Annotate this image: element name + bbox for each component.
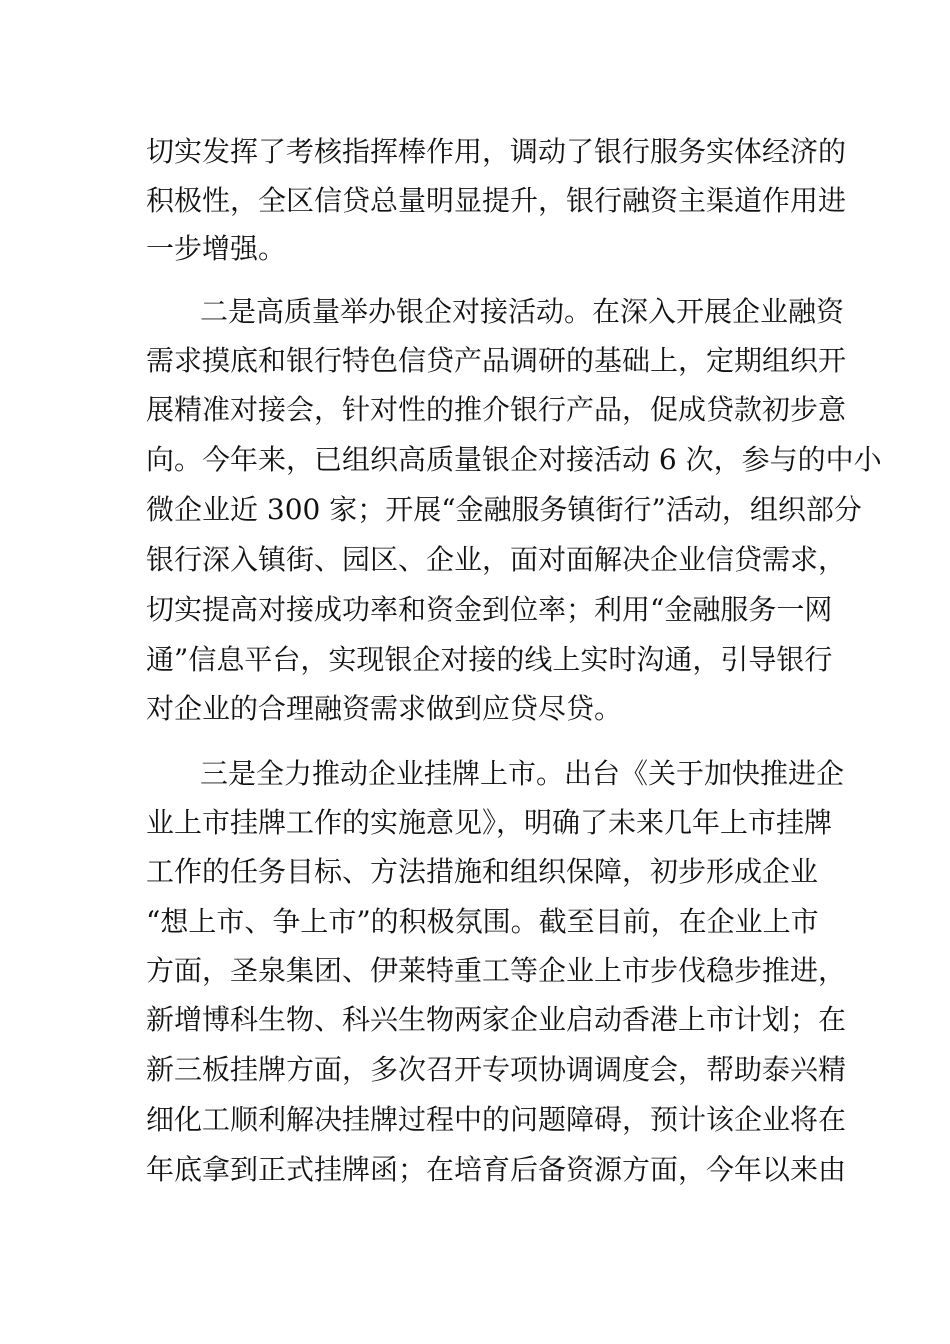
text-line-6: 展精准对接会，针对性的推介银行产品，促成贷款初步意 — [146, 393, 847, 426]
text-line-1: 切实发挥了考核指挥棒作用，调动了银行服务实体经济的 — [146, 135, 847, 168]
text-line-10: 切实提高对接成功率和资金到位率；利用“金融服务一网 — [146, 593, 833, 626]
text-line-12: 对企业的合理融资需求做到应贷尽贷。 — [146, 692, 623, 725]
text-line-4: 二是高质量举办银企对接活动。在深入开展企业融资 — [200, 295, 845, 328]
text-line-13: 三是全力推动企业挂牌上市。出台《关于加快推进企 — [200, 757, 845, 790]
text-line-20: 细化工顺利解决挂牌过程中的问题障碍，预计该企业将在 — [146, 1103, 847, 1136]
text-line-8: 微企业近 300 家；开展“金融服务镇街行”活动，组织部分 — [146, 493, 862, 526]
text-line-16: “想上市、争上市”的积极氛围。截至目前，在企业上市 — [146, 905, 819, 938]
text-line-5: 需求摸底和银行特色信贷产品调研的基础上，定期组织开 — [146, 344, 847, 377]
text-line-2: 积极性，全区信贷总量明显提升，银行融资主渠道作用进 — [146, 184, 847, 217]
text-line-7: 向。今年来，已组织高质量银企对接活动 6 次，参与的中小 — [146, 443, 882, 476]
text-line-11: 通”信息平台，实现银企对接的线上实时沟通，引导银行 — [146, 643, 833, 676]
text-line-15: 工作的任务目标、方法措施和组织保障，初步形成企业 — [146, 855, 819, 888]
text-line-17: 方面，圣泉集团、伊莱特重工等企业上市步伐稳步推进， — [146, 954, 847, 987]
text-line-3: 一步增强。 — [146, 232, 287, 265]
text-line-18: 新增博科生物、科兴生物两家企业启动香港上市计划；在 — [146, 1003, 847, 1036]
text-line-19: 新三板挂牌方面，多次召开专项协调调度会，帮助泰兴精 — [146, 1053, 847, 1086]
text-line-14: 业上市挂牌工作的实施意见》，明确了未来几年上市挂牌 — [146, 806, 833, 839]
text-line-9: 银行深入镇街、园区、企业，面对面解决企业信贷需求， — [146, 543, 847, 576]
text-line-21: 年底拿到正式挂牌函；在培育后备资源方面，今年以来由 — [146, 1153, 847, 1186]
